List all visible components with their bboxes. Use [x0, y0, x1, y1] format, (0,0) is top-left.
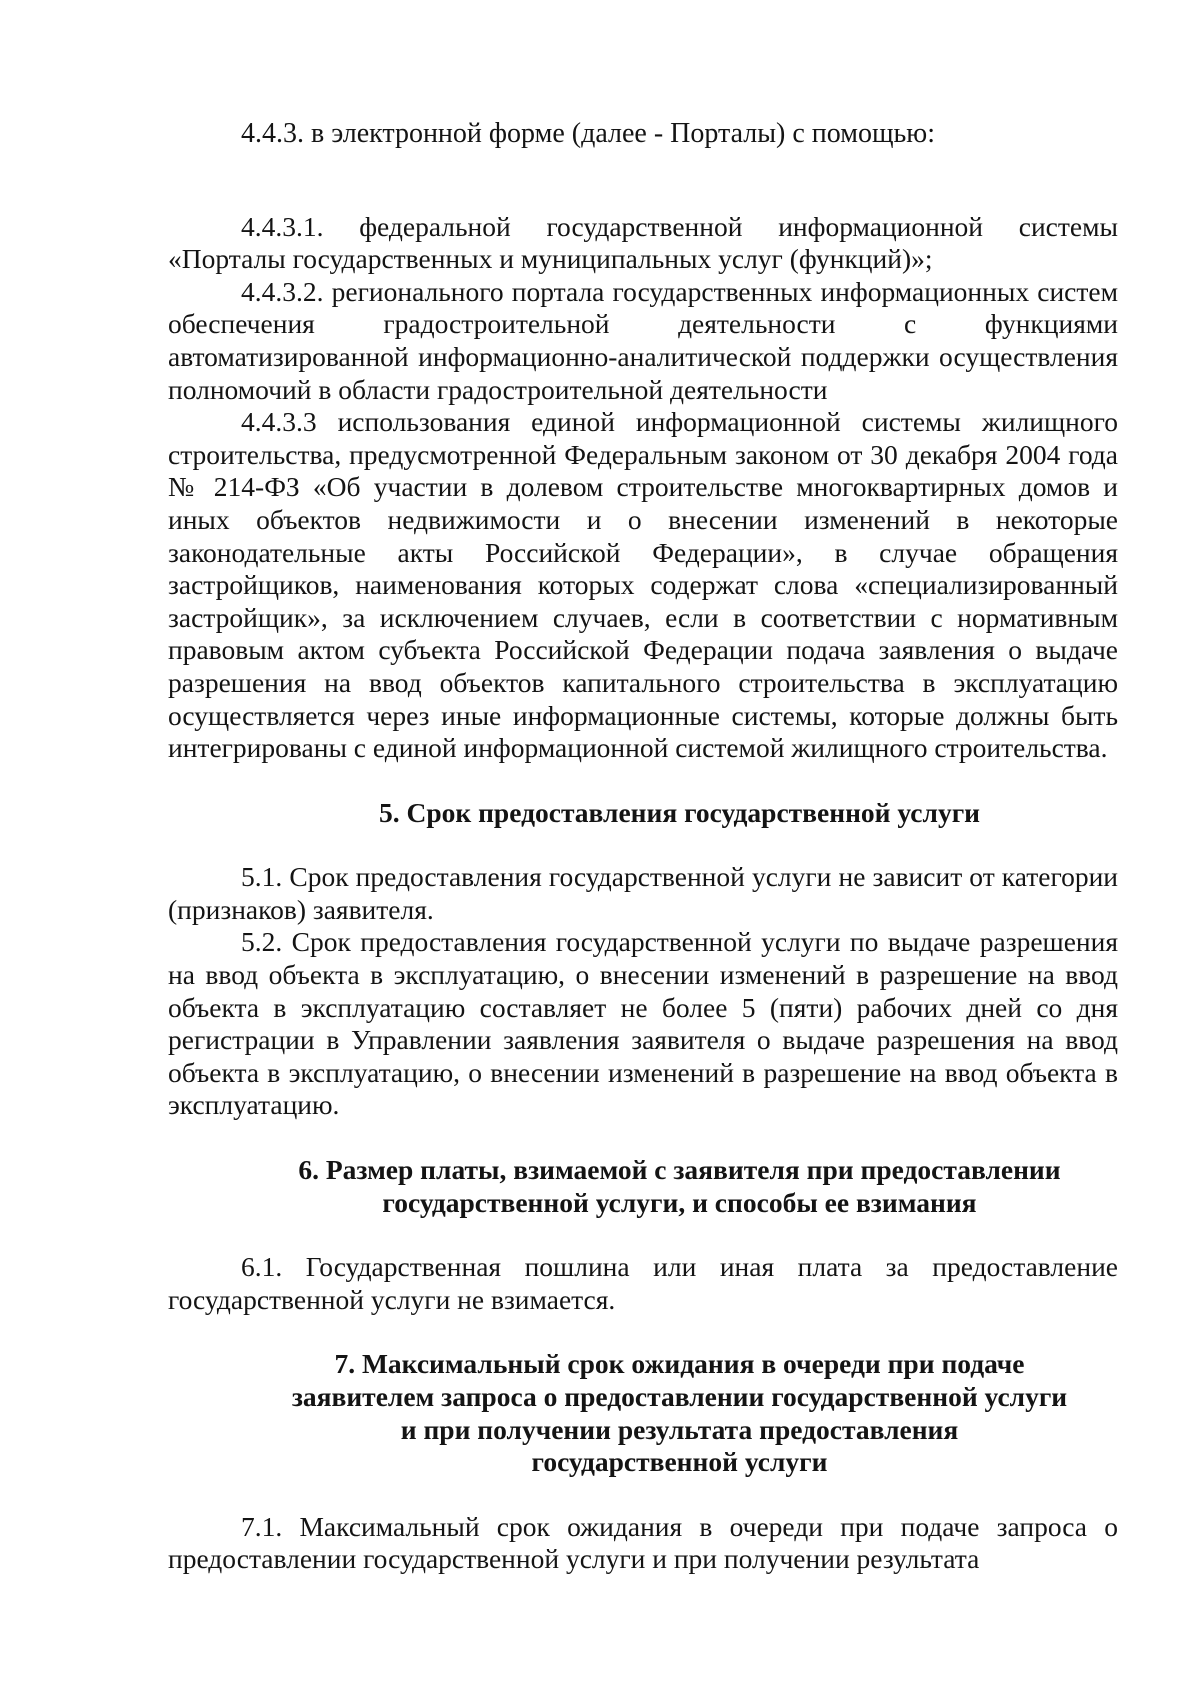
paragraph-4-4-3-2: 4.4.3.2. регионального портала государственных информационных систем обеспечения градостроительной деятельности с функциями автоматизированной информационно-аналитической поддержки осуществления полномочий в области градостроительной деятельности [168, 275, 1118, 405]
paragraph-4-4-3-1: 4.4.3.1. федеральной государственной информационной системы «Порталы государственных и муниципальных услуг (функций)»; [168, 210, 1118, 275]
paragraph-4-4-3: 4.4.3. в электронной форме (далее - Порталы) с помощью: [241, 118, 935, 149]
section-7-heading [168, 1348, 1118, 1478]
section-6-heading-line-1: 6. Размер платы, взимаемой с заявителя при предоставлении [298, 1154, 1061, 1186]
section-7-heading-line-2: заявителем запроса о предоставлении государственной услуги [291, 1381, 1068, 1412]
paragraph-5-2: 5.2. Срок предоставления государственной услуги по выдаче разрешения на ввод объекта в эксплуатацию, о внесении изменений в разрешение на ввод объекта в эксплуатацию составляет не более 5 (пяти) рабочих дней со дня регистрации в Управлении заявления заявителя о выдаче разрешения на ввод объекта в эксплуатацию, о внесении изменений в разрешение на ввод объекта в эксплуатацию. [168, 926, 1118, 1121]
section-6-heading [168, 1154, 1118, 1219]
document-page [168, 0, 1118, 1576]
paragraph-5-1: 5.1. Срок предоставления государственной услуги не зависит от категории (признаков) заявителя. [168, 861, 1118, 925]
section-6-heading-line-2: государственной услуги, и способы ее взимания [382, 1186, 977, 1218]
paragraph-4-4-3-3: 4.4.3.3 использования единой информационной системы жилищного строительства, предусмотренной Федеральным законом от 30 декабря 2004 года № 214-ФЗ «Об участии в долевом строительстве многоквартирных домов и иных объектов недвижимости и о внесении изменений в некоторые законодательные акты Российской Федерации», в случае обращения застройщиков, наименования которых содержат слова «специализированный застройщик», за исключением случаев, если в соответствии с нормативным правовым актом субъекта Российской Федерации подача заявления о выдаче разрешения на ввод объектов капитального строительства в эксплуатацию осуществляется через иные информационные системы, которые должны быть интегрированы с единой информационной системой жилищного строительства. [168, 406, 1118, 764]
section-7-heading-line-4: государственной услуги [531, 1446, 828, 1478]
paragraph-7-1: 7.1. Максимальный срок ожидания в очереди при подаче запроса о предоставлении государственной услуги и при получении результата [168, 1510, 1118, 1575]
paragraph-6-1: 6.1. Государственная пошлина или иная плата за предоставление государственной услуги не взимается. [168, 1251, 1118, 1315]
section-7-heading-line-1: 7. Максимальный срок ожидания в очереди при подаче [334, 1348, 1025, 1380]
section-5-heading: 5. Срок предоставления государственной услуги [378, 796, 981, 828]
section-7-heading-line-3: и при получении результата предоставления [400, 1413, 959, 1445]
